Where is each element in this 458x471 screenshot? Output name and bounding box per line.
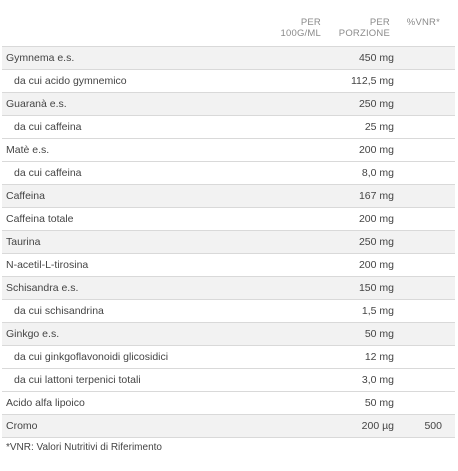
value-per-portion: 200 mg [302,139,398,162]
nutrient-name: Schisandra e.s. [2,277,232,300]
table-header [0,0,458,46]
value-per-100 [232,323,302,346]
nutrient-name: da cui caffeina [2,162,232,185]
footnote: *VNR: Valori Nutritivi di Riferimento [6,442,162,453]
table-row [2,323,455,346]
value-vnr [398,162,455,185]
table-row [2,231,455,254]
table-row [2,415,455,438]
value-vnr [398,369,455,392]
value-per-portion: 450 mg [302,47,398,70]
value-vnr [398,323,455,346]
value-per-portion: 25 mg [302,116,398,139]
value-per-portion: 112,5 mg [302,70,398,93]
table-row [2,93,455,116]
value-per-portion: 12 mg [302,346,398,369]
value-per-100 [232,70,302,93]
value-vnr: 500 [398,415,455,438]
value-per-portion: 150 mg [302,277,398,300]
nutrient-name: da cui caffeina [2,116,232,139]
nutrient-name: Gymnema e.s. [2,47,232,70]
value-vnr [398,185,455,208]
value-vnr [398,116,455,139]
nutrient-name: Caffeina totale [2,208,232,231]
nutrient-name: Cromo [2,415,232,438]
nutrient-name: Guaranà e.s. [2,93,232,116]
value-vnr [398,70,455,93]
table-row [2,139,455,162]
table-row [2,392,455,415]
header-per-100: PER 100G/ML [280,17,321,39]
value-per-100 [232,93,302,116]
value-vnr [398,277,455,300]
value-per-100 [232,231,302,254]
value-per-portion: 250 mg [302,93,398,116]
value-vnr [398,139,455,162]
value-per-100 [232,415,302,438]
nutrient-name: Ginkgo e.s. [2,323,232,346]
header-per-portion: PER PORZIONE [338,17,390,39]
value-per-portion: 50 mg [302,392,398,415]
header-vnr: %VNR* [406,17,440,28]
table-row [2,369,455,392]
value-per-100 [232,185,302,208]
nutrient-name: da cui lattoni terpenici totali [2,369,232,392]
table-row [2,70,455,93]
value-vnr [398,254,455,277]
nutrient-name: da cui acido gymnemico [2,70,232,93]
nutrition-table [2,46,455,438]
value-vnr [398,392,455,415]
value-per-100 [232,162,302,185]
table-row [2,185,455,208]
value-per-portion: 3,0 mg [302,369,398,392]
value-vnr [398,93,455,116]
nutrient-name: da cui schisandrina [2,300,232,323]
value-per-100 [232,116,302,139]
value-vnr [398,208,455,231]
table-row [2,346,455,369]
value-vnr [398,300,455,323]
nutrient-name: Taurina [2,231,232,254]
value-per-portion: 1,5 mg [302,300,398,323]
value-per-portion: 8,0 mg [302,162,398,185]
value-per-portion: 167 mg [302,185,398,208]
value-per-100 [232,208,302,231]
value-per-100 [232,277,302,300]
value-vnr [398,346,455,369]
value-per-portion: 200 µg [302,415,398,438]
nutrient-name: Matè e.s. [2,139,232,162]
nutrient-name: Acido alfa lipoico [2,392,232,415]
value-per-portion: 200 mg [302,254,398,277]
table-row [2,254,455,277]
value-per-100 [232,47,302,70]
table-row [2,116,455,139]
value-per-100 [232,346,302,369]
value-per-portion: 200 mg [302,208,398,231]
value-per-100 [232,369,302,392]
value-vnr [398,231,455,254]
value-per-portion: 50 mg [302,323,398,346]
nutrient-name: N-acetil-L-tirosina [2,254,232,277]
value-vnr [398,47,455,70]
value-per-100 [232,392,302,415]
table-row [2,162,455,185]
value-per-100 [232,254,302,277]
value-per-portion: 250 mg [302,231,398,254]
nutrient-name: Caffeina [2,185,232,208]
table-row [2,300,455,323]
nutrition-rows [2,47,455,438]
table-row [2,277,455,300]
table-row [2,208,455,231]
nutrient-name: da cui ginkgoflavonoidi glicosidici [2,346,232,369]
value-per-100 [232,300,302,323]
table-row [2,47,455,70]
value-per-100 [232,139,302,162]
